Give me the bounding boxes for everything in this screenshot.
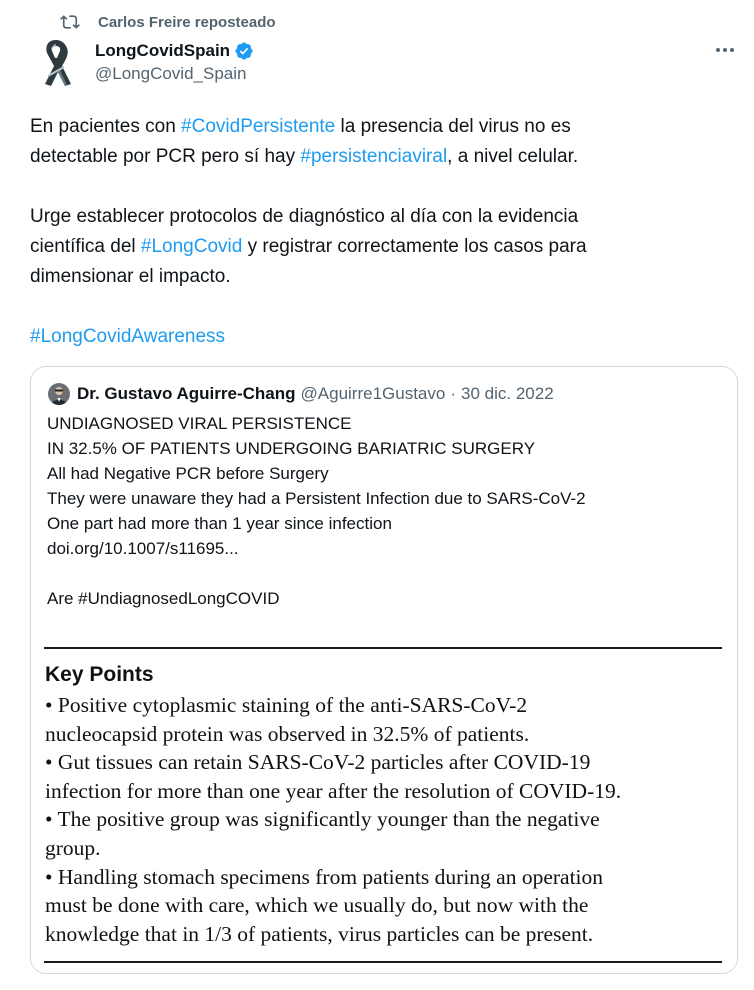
quoted-tweet-image[interactable] [31, 617, 738, 974]
hashtag-link[interactable]: #CovidPersistente [181, 116, 336, 137]
quoted-text-line: Are #UndiagnosedLongCOVID [47, 589, 280, 608]
tweet-text [30, 112, 730, 352]
author-name[interactable]: LongCovidSpain [95, 41, 231, 60]
key-point-line: • Gut tissues can retain SARS-CoV-2 particles after COVID-19 [45, 750, 591, 775]
quoted-tweet-header [48, 381, 554, 407]
quoted-tweet-date: 30 dic. 2022 [461, 384, 554, 403]
quoted-author-handle: @Aguirre1Gustavo [300, 384, 446, 403]
key-points-title: Key Points [45, 663, 154, 686]
author-block [95, 40, 254, 84]
quoted-tweet-text [47, 411, 727, 611]
key-point-line: • Handling stomach specimens from patients during an operation [45, 864, 604, 889]
quoted-text-line: doi.org/10.1007/s11695... [47, 539, 239, 558]
key-point-line: knowledge that in 1/3 of patients, virus particles can be present. [45, 921, 594, 946]
repost-indicator[interactable] [60, 10, 276, 34]
tweet-text-segment: la presencia del virus no es [335, 116, 571, 137]
key-point-line: • The positive group was significantly younger than the negative [45, 807, 600, 832]
author-name-row [95, 40, 254, 62]
key-point-line: must be done with care, which we usually do, but now with the [45, 893, 589, 918]
divider [44, 961, 722, 963]
key-point-line: infection for more than one year after the resolution of COVID-19. [45, 778, 622, 803]
tweet-text-segment: , a nivel celular. [447, 146, 579, 167]
tweet-paragraph-1 [30, 112, 730, 172]
key-point-line: nucleocapsid protein was observed in 32.5% of patients. [45, 721, 530, 746]
tweet-text-segment: dimensionar el impacto. [30, 266, 231, 287]
tweet-text-segment: En pacientes con [30, 116, 182, 137]
author-handle[interactable]: @LongCovid_Spain [95, 64, 247, 83]
quoted-text-line: All had Negative PCR before Surgery [47, 464, 329, 483]
tweet-text-segment: Urge establecer protocolos de diagnóstico al día con la evidencia [30, 206, 579, 227]
more-options-button[interactable] [714, 40, 736, 60]
quoted-text-line: One part had more than 1 year since infection [47, 514, 392, 533]
quoted-text-line: UNDIAGNOSED VIRAL PERSISTENCE [47, 414, 352, 433]
hashtag-link[interactable]: #LongCovidAwareness [30, 326, 226, 347]
separator-dot: · [450, 384, 457, 403]
tweet-text-segment: científica del [30, 236, 141, 257]
quoted-text-line: IN 32.5% OF PATIENTS UNDERGOING BARIATRIC SURGERY [47, 439, 536, 458]
hashtag-link[interactable]: #LongCovid [140, 236, 243, 257]
tweet-paragraph-2 [30, 202, 730, 292]
key-point-line: group. [45, 835, 101, 860]
tweet-text-segment: y registrar correctamente los casos para [242, 236, 587, 257]
author-avatar[interactable] [34, 36, 78, 88]
verified-badge-icon[interactable] [234, 41, 254, 61]
quoted-author-name: Dr. Gustavo Aguirre-Chang [77, 384, 296, 403]
divider [44, 647, 722, 649]
key-points-text [45, 691, 731, 948]
awareness-ribbon-icon [34, 36, 78, 88]
repost-label[interactable]: Carlos Freire reposteado [98, 13, 276, 31]
tweet-paragraph-3 [30, 322, 730, 352]
key-point-line: • Positive cytoplasmic staining of the anti-SARS-CoV-2 [45, 693, 528, 717]
repost-icon [60, 12, 80, 32]
quoted-author-avatar[interactable] [48, 383, 70, 405]
tweet-text-segment: detectable por PCR pero sí hay [30, 146, 301, 167]
more-options-icon [715, 47, 735, 53]
quoted-tweet[interactable] [30, 366, 738, 974]
hashtag-link[interactable]: #persistenciaviral [300, 146, 448, 167]
quoted-text-line: They were unaware they had a Persistent Infection due to SARS-CoV-2 [47, 489, 586, 508]
